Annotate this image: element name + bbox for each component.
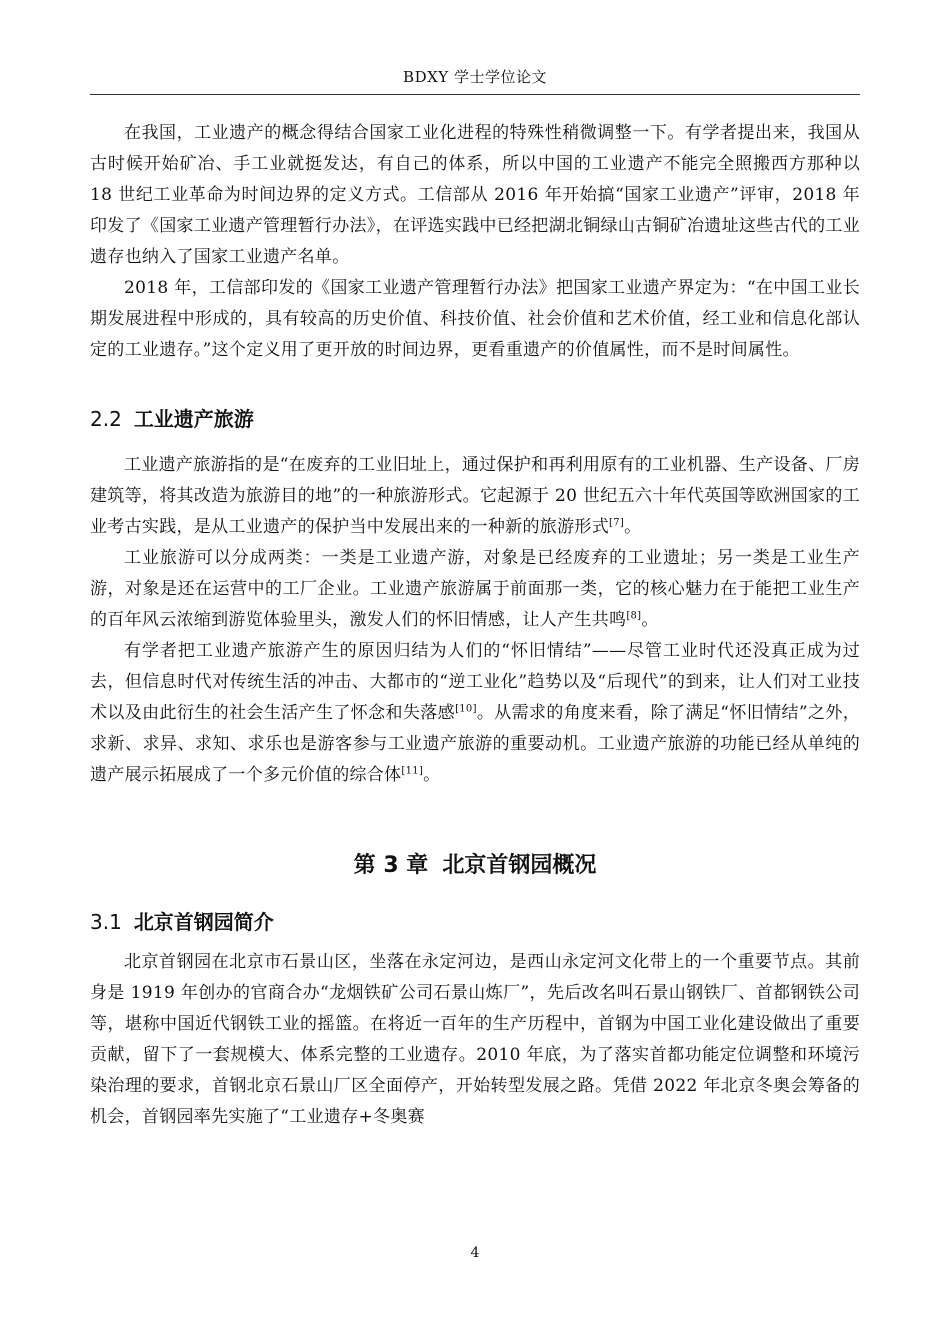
section-number: 2.2 — [90, 407, 122, 431]
chapter-title: 北京首钢园概况 — [442, 853, 597, 878]
paragraph: 2018 年，工信部印发的《国家工业遗产管理暂行办法》把国家工业遗产界定为：“在中国工业长期发展进程中形成的，具有较高的历史价值、科技价值、社会价值和艺术价值，经工业和信息化部认定的工业遗存。”这个定义用了更开放的时间边界，更看重遗产的价值属性，而不是时间属性。 — [90, 278, 860, 360]
section-heading — [90, 404, 860, 434]
citation-ref: [11] — [401, 765, 424, 777]
running-header: BDXY 学士学位论文 — [403, 68, 547, 86]
section-heading — [90, 907, 860, 937]
citation-ref: [7] — [609, 517, 625, 529]
section-title: 北京首钢园简介 — [133, 910, 274, 934]
page-body — [90, 118, 860, 1133]
paragraph: 在我国，工业遗产的概念得结合国家工业化进程的特殊性稍微调整一下。有学者提出来，我国从古时候开始矿冶、手工业就挺发达，有自己的体系，所以中国的工业遗产不能完全照搬西方那种以 18 世纪工业革命为时间边界的定义方式。工信部从 2016 年开始搞“国家工业遗产”评审，2018 年印发了《国家工业遗产管理暂行办法》，在评选实践中已经把湖北铜绿山古铜矿冶遗址这些古代的工业遗存也纳入了国家工业遗产名单。 — [90, 123, 860, 267]
section-number: 3.1 — [90, 910, 122, 934]
citation-ref: [8] — [626, 610, 642, 622]
citation-ref: [10] — [455, 703, 477, 715]
header-rule — [90, 94, 860, 95]
paragraph: 有学者把工业遗产旅游产生的原因归结为人们的“怀旧情结”——尽管工业时代还没真正成为过去，但信息时代对传统生活的冲击、大都市的“逆工业化”趋势以及“后现代”的到来，让人们对工业技术以及由此衍生的社会生活产生了怀念和失落感[10]。从需求的角度来看，除了满足“怀旧情结”之外，求新、求异、求知、求乐也是游客参与工业遗产旅游的重要动机。工业遗产旅游的功能已经从单纯的遗产展示拓展成了一个多元价值的综合体[11]。 — [90, 641, 860, 785]
section-title: 工业遗产旅游 — [133, 407, 254, 431]
chapter-number: 第 3 章 — [353, 853, 429, 878]
paragraph: 北京首钢园在北京市石景山区，坐落在永定河边，是西山永定河文化带上的一个重要节点。其前身是 1919 年创办的官商合办“龙烟铁矿公司石景山炼厂”，先后改名叫石景山钢铁厂、首都钢铁公司等，堪称中国近代钢铁工业的摇篮。在将近一百年的生产历程中，首钢为中国工业化建设做出了重要贡献，留下了一套规模大、体系完整的工业遗存。2010 年底，为了落实首都功能定位调整和环境污染治理的要求，首钢北京石景山厂区全面停产，开始转型发展之路。凭借 2022 年北京冬奥会筹备的机会，首钢园率先实施了“工业遗存+冬奥赛 — [90, 952, 860, 1127]
paragraph: 工业遗产旅游指的是“在废弃的工业旧址上，通过保护和再利用原有的工业机器、生产设备、厂房建筑等，将其改造为旅游目的地”的一种旅游形式。它起源于 20 世纪五六十年代英国等欧洲国家的工业考古实践，是从工业遗产的保护当中发展出来的一种新的旅游形式[7]。 — [90, 455, 860, 537]
page-number: 4 — [470, 1245, 480, 1261]
paragraph: 工业旅游可以分成两类：一类是工业遗产游，对象是已经废弃的工业遗址；另一类是工业生产游，对象是还在运营中的工厂企业。工业遗产旅游属于前面那一类，它的核心魅力在于能把工业生产的百年风云浓缩到游览体验里头，激发人们的怀旧情感，让人产生共鸣[8]。 — [90, 548, 860, 630]
chapter-heading — [90, 849, 860, 883]
